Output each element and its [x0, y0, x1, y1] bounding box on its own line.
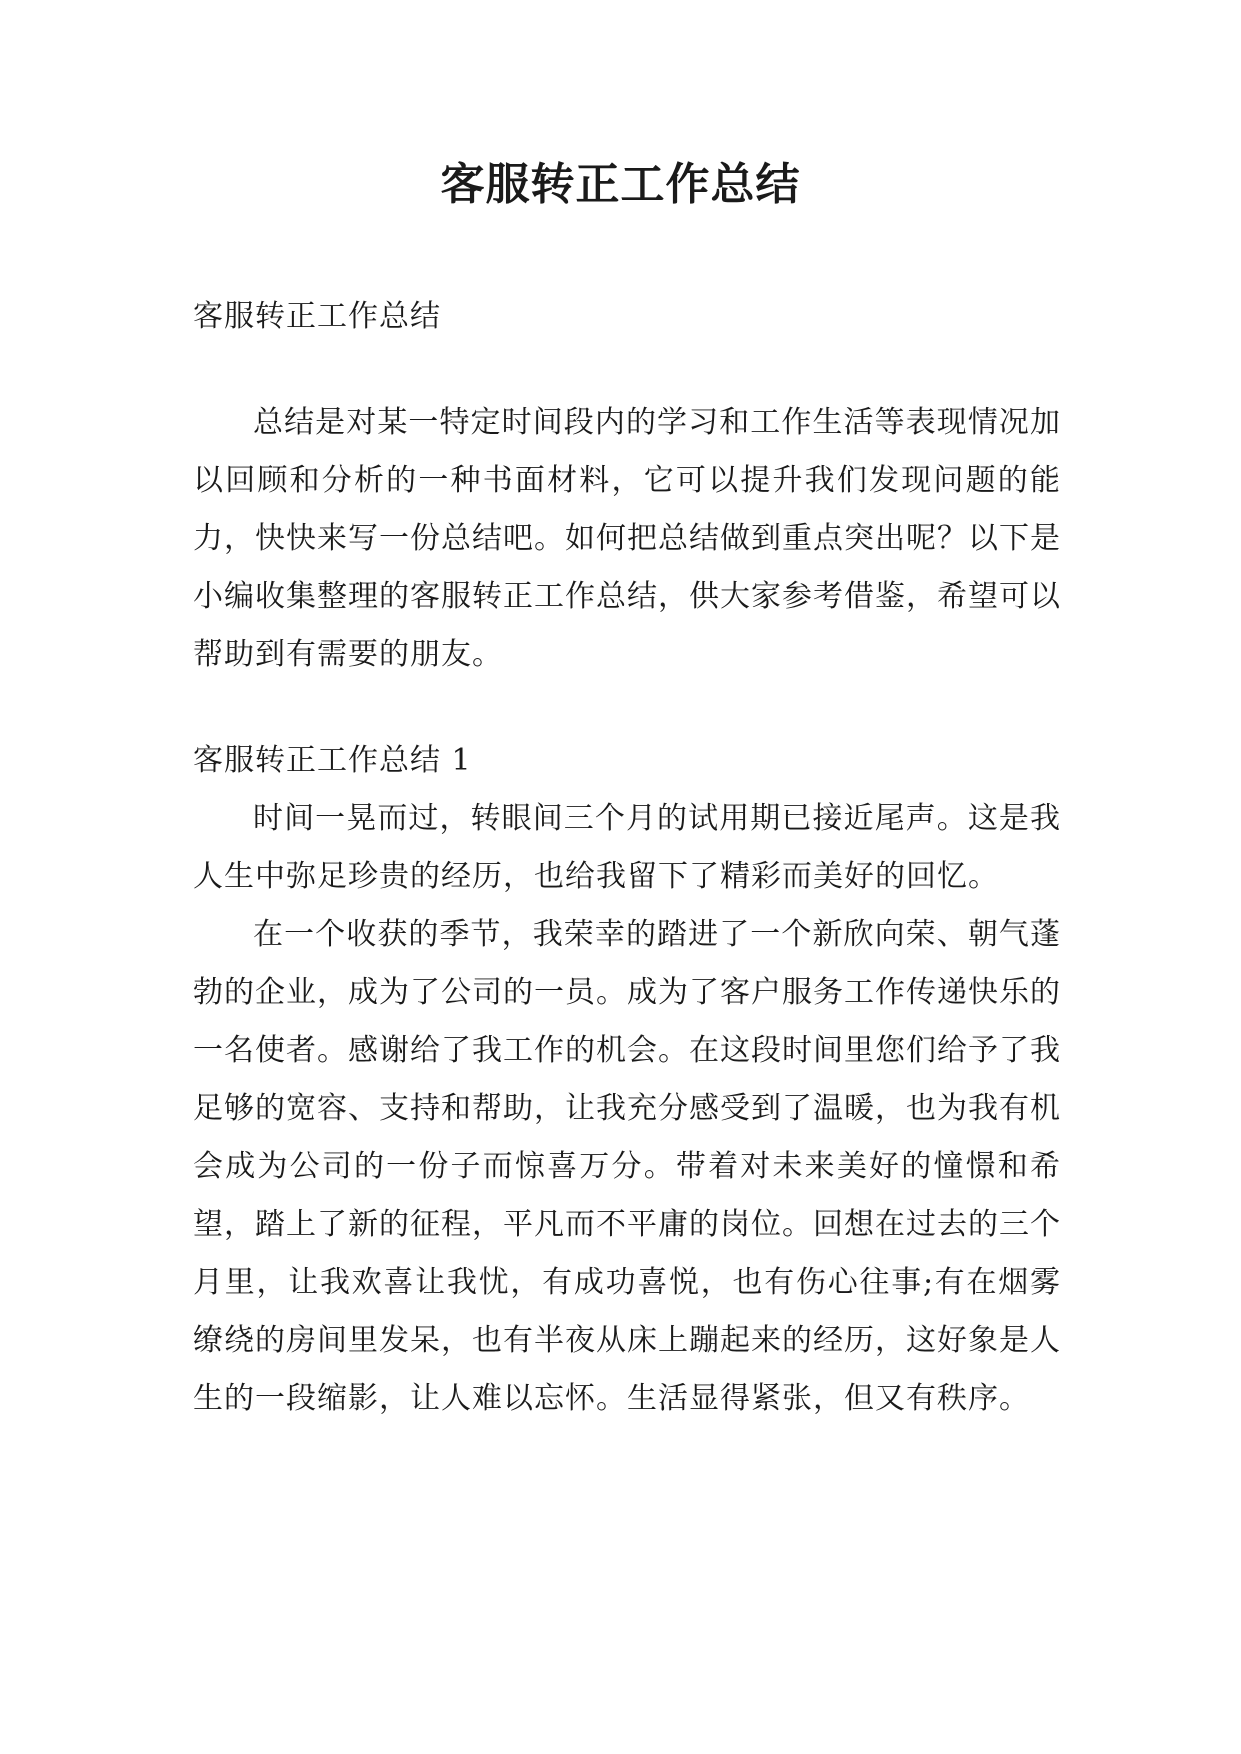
body-paragraph-2: 在一个收获的季节，我荣幸的踏进了一个新欣向荣、朝气蓬勃的企业，成为了公司的一员。成为了客户服务工作传递快乐的一名使者。感谢给了我工作的机会。在这段时间里您们给予了我足够的宽容、支持和帮助，让我充分感受到了温暖，也为我有机会成为公司的一份子而惊喜万分。带着对未来美好的憧憬和希望，踏上了新的征程，平凡而不平庸的岗位。回想在过去的三个月里，让我欢喜让我忧，有成功喜悦，也有伤心往事;有在烟雾缭绕的房间里发呆，也有半夜从床上蹦起来的经历，这好象是人生的一段缩影，让人难以忘怀。生活显得紧张，但又有秩序。	[193, 917, 1061, 1416]
document-body	[193, 288, 1061, 1428]
document-title: 客服转正工作总结	[440, 159, 801, 210]
document-subtitle: 客服转正工作总结	[193, 299, 441, 334]
intro-paragraph: 总结是对某一特定时间段内的学习和工作生活等表现情况加以回顾和分析的一种书面材料，它可以提升我们发现问题的能力，快快来写一份总结吧。如何把总结做到重点突出呢？以下是小编收集整理的客服转正工作总结，供大家参考借鉴，希望可以帮助到有需要的朋友。	[193, 405, 1061, 672]
section-heading: 客服转正工作总结 1	[193, 743, 472, 778]
body-paragraph-1: 时间一晃而过，转眼间三个月的试用期已接近尾声。这是我人生中弥足珍贵的经历，也给我留下了精彩而美好的回忆。	[193, 801, 1061, 894]
